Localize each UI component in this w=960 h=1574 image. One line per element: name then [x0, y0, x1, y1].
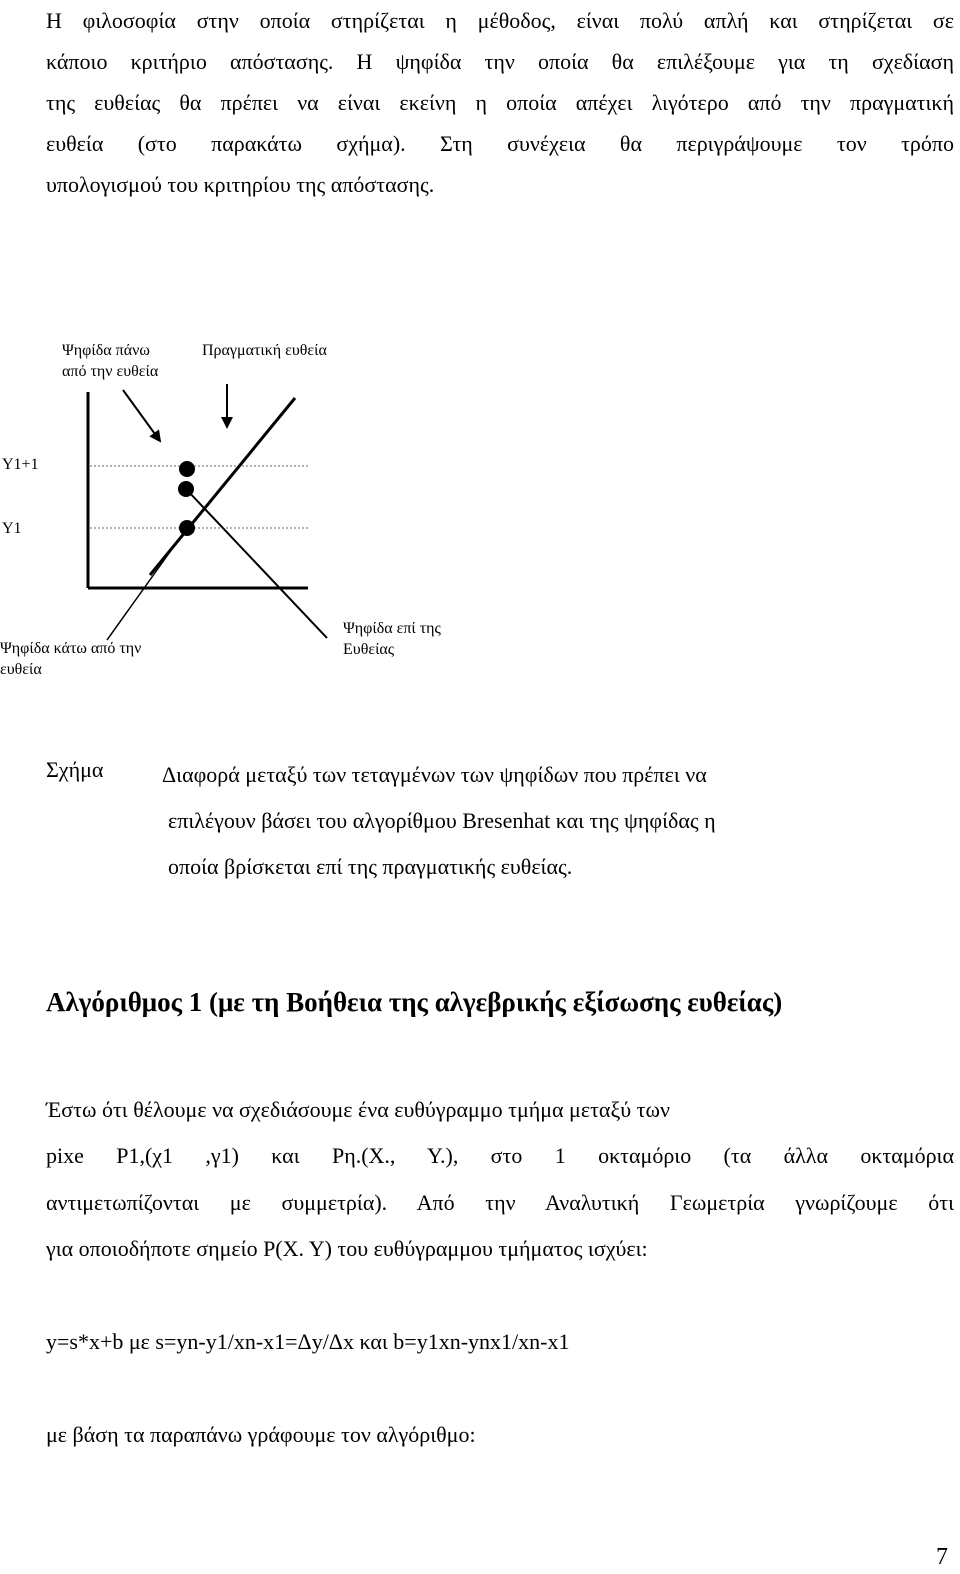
arrow-pixel-above [123, 390, 160, 441]
caption-line: Διαφορά μεταξύ των τεταγμένων των ψηφίδων που πρέπει να [162, 762, 707, 787]
intro-line: Η φιλοσοφία στην οποία στηρίζεται η μέθοδος, είναι πολύ απλή και στηρίζεται σε [46, 8, 954, 33]
label-y1: Y1 [2, 520, 22, 537]
page-number: 7 [936, 1544, 948, 1570]
intro-paragraph [46, 0, 954, 205]
algo-line: για οποιοδήποτε σημείο P(X. Y) του ευθύγραμμου τμήματος ισχύει: [46, 1236, 648, 1261]
label-y1plus1: Y1+1 [2, 456, 39, 473]
algo-line: Έστω ότι θέλουμε να σχεδιάσουμε ένα ευθύγραμμο τμήμα μεταξύ των [46, 1097, 670, 1122]
intro-line: ευθεία (στο παρακάτω σχήμα). Στη συνέχεια θα περιγράψουμε τον τρόπο [46, 131, 954, 156]
formula: y=s*x+b με s=yn-y1/xn-x1=Δy/Δx και b=y1xn-ynx1/xn-x1 [46, 1329, 570, 1354]
label-pixel-below: Ψηφίδα κάτω από την ευθεία [0, 640, 142, 678]
pointer-pixel-on [186, 489, 327, 638]
intro-line: υπολογισμού του κριτηρίου της απόστασης. [46, 172, 435, 197]
algo-line: pixe P1,(χ1 ,γ1) και Pη.(X., Y.), στο 1 οκταμόριο (τα άλλα οκταμόρια [46, 1143, 954, 1168]
intro-line: της ευθείας θα πρέπει να είναι εκείνη η οποία απέχει λιγότερο από την πραγματική [46, 90, 954, 115]
closing-line: με βάση τα παραπάνω γράφουμε τον αλγόριθμο: [46, 1422, 476, 1447]
intro-line: κάποιο κριτήριο απόστασης. Η ψηφίδα την οποία θα επιλέξουμε για τη σχεδίαση [46, 49, 954, 74]
figure-caption [162, 752, 858, 890]
caption-line: οποία βρίσκεται επί της πραγματικής ευθείας. [168, 854, 573, 879]
figure-caption-label: Σχήμα [46, 757, 104, 782]
label-real-line: Πραγματική ευθεία [202, 342, 327, 359]
label-pixel-above: Ψηφίδα πάνω από την ευθεία [62, 342, 159, 380]
algo-line: αντιμετωπίζονται με συμμετρία). Από την Αναλυτική Γεωμετρία γνωρίζουμε ότι [46, 1190, 954, 1215]
section-heading: Αλγόριθμος 1 (με τη Βοήθεια της αλγεβρικής εξίσωσης ευθείας) [46, 987, 783, 1017]
label-pixel-on: Ψηφίδα επί της Ευθείας [343, 620, 441, 658]
pixel-above-dot [179, 461, 195, 477]
pointer-pixel-below [107, 528, 187, 640]
caption-line: επιλέγουν βάσει του αλγορίθμου Bresenhat και της ψηφίδας η [168, 808, 716, 833]
bresenham-figure [0, 330, 960, 690]
